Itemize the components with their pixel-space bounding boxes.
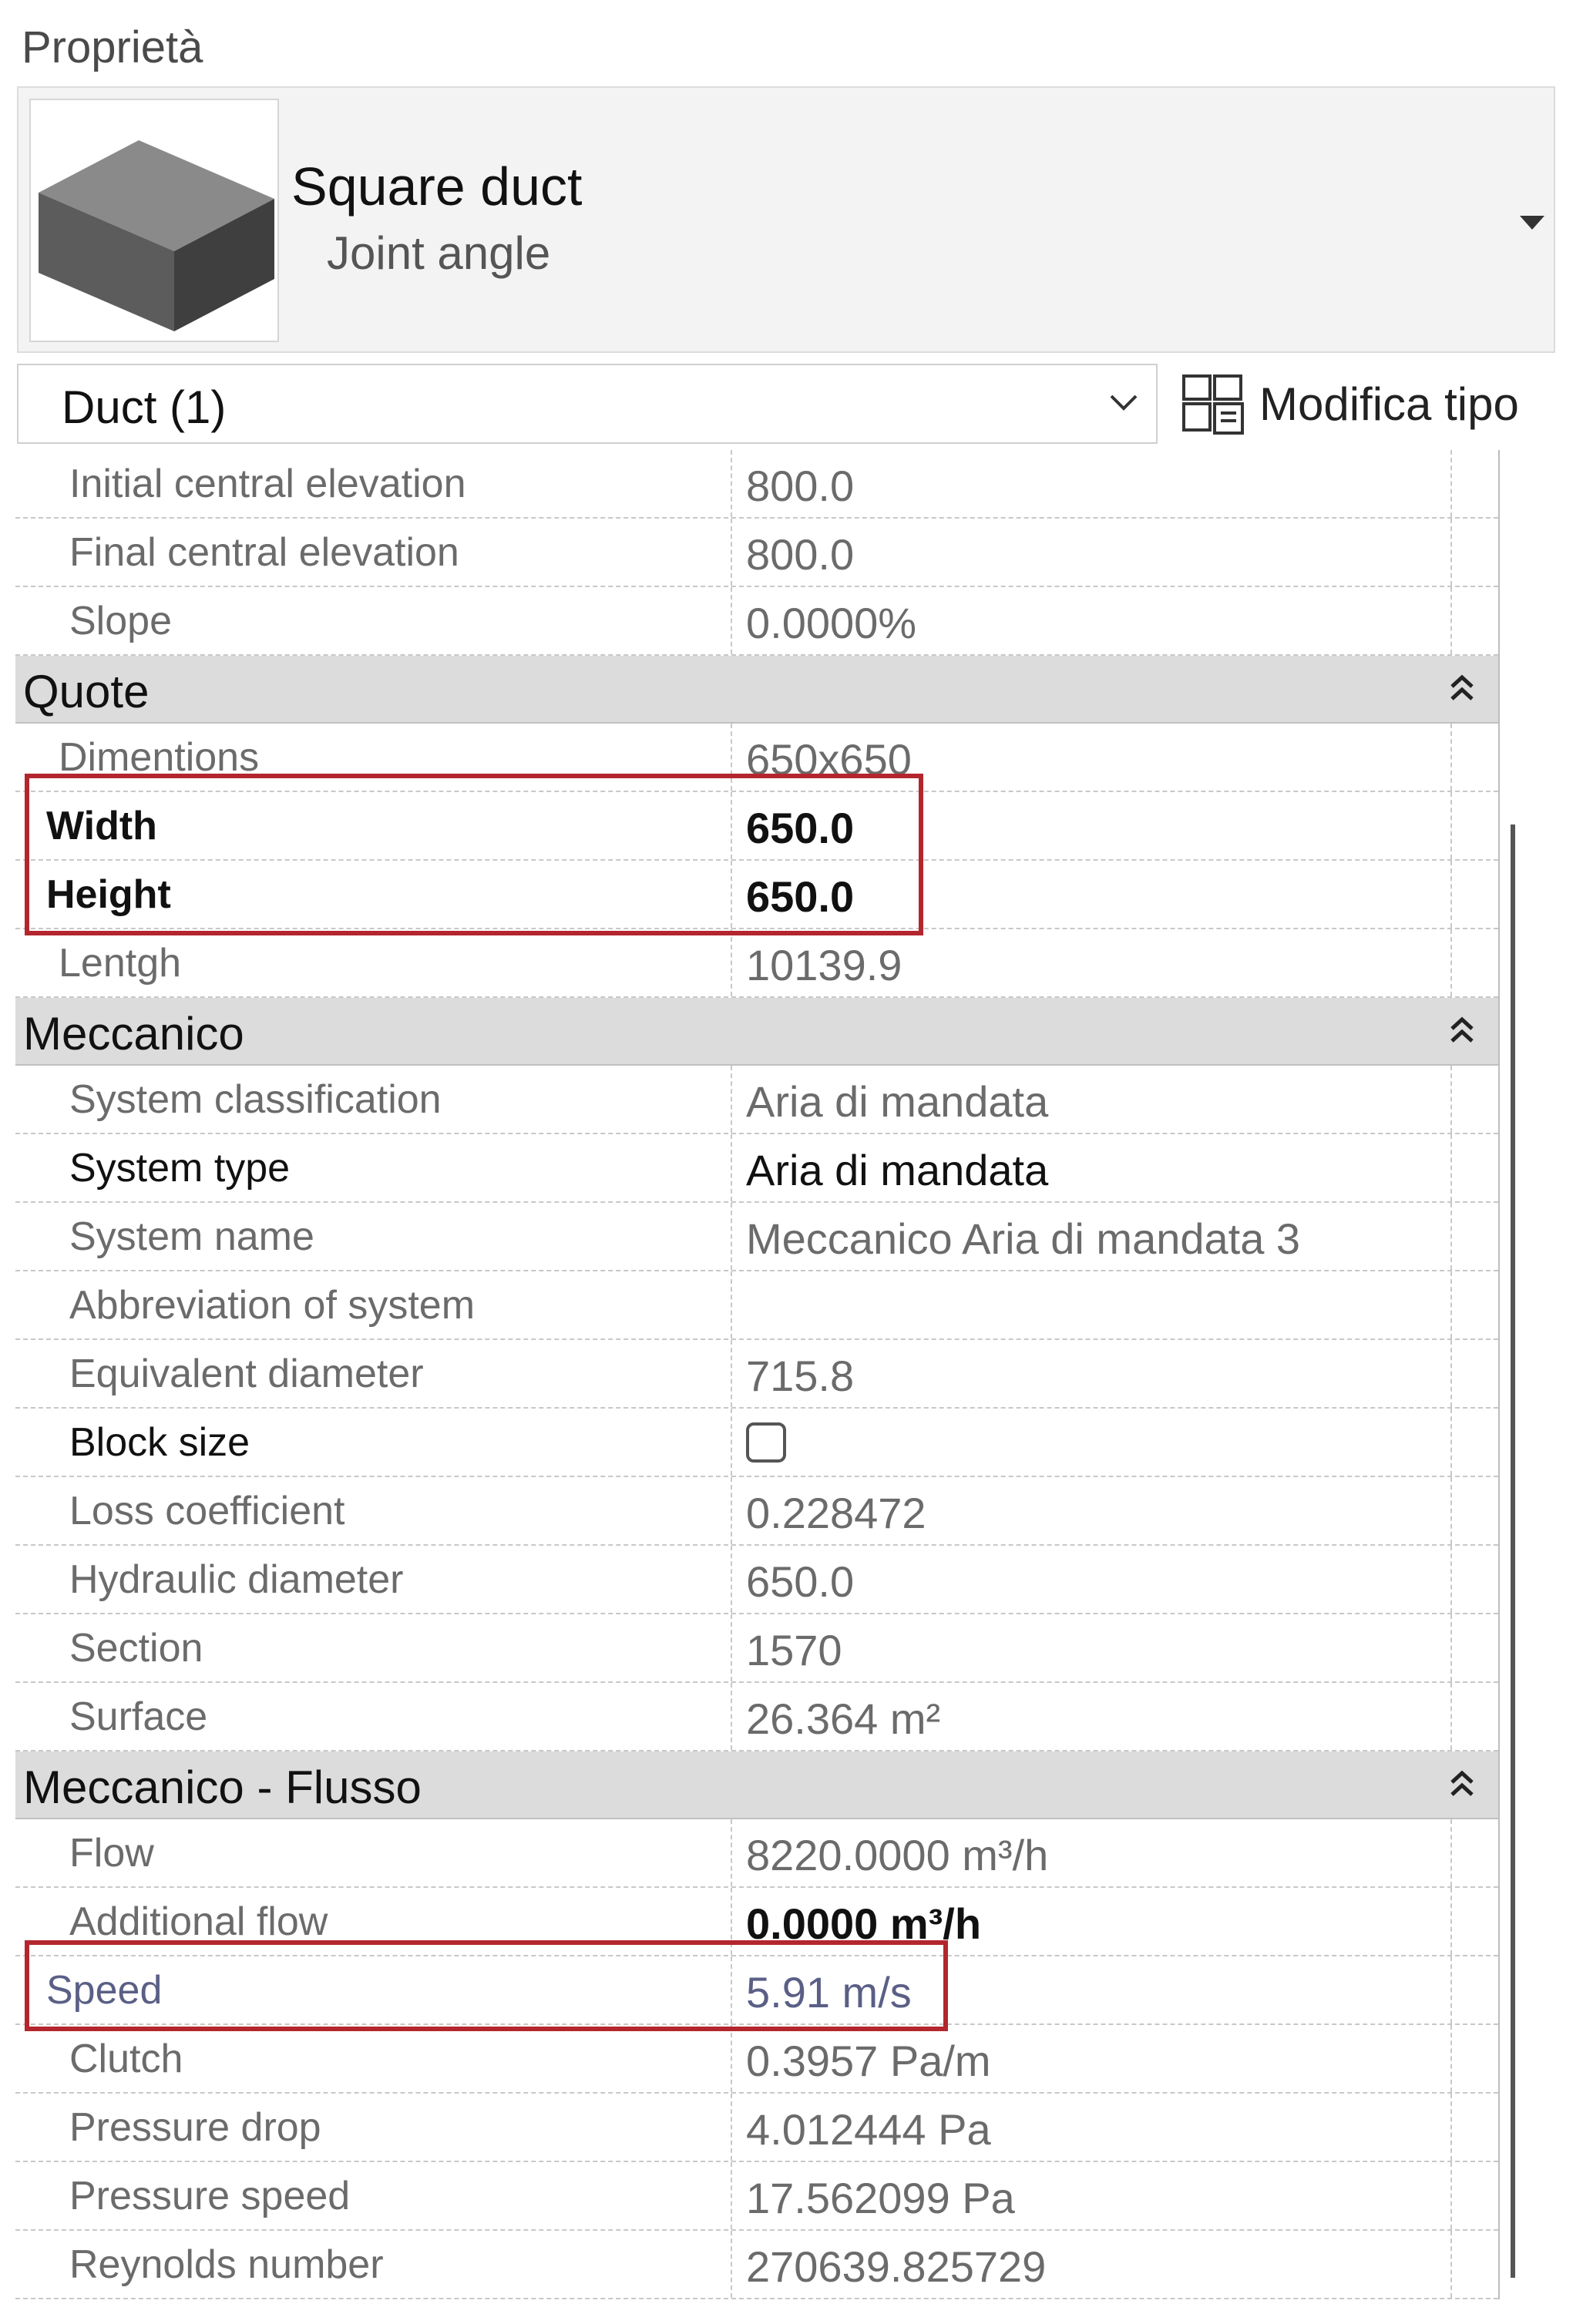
- group-header-quote[interactable]: [15, 656, 1498, 724]
- property-label: System type: [69, 1146, 291, 1191]
- collapse-icon[interactable]: [1447, 1012, 1477, 1050]
- block-size-checkbox[interactable]: [746, 1422, 786, 1463]
- property-row-length[interactable]: [15, 929, 1498, 998]
- collapse-icon[interactable]: [1447, 670, 1477, 708]
- property-label: Surface: [69, 1694, 208, 1739]
- instance-filter-label: Duct (1): [62, 381, 227, 433]
- property-value[interactable]: 10139.9: [746, 941, 902, 989]
- property-row-final-central-elevation[interactable]: [15, 519, 1498, 587]
- edit-type-button[interactable]: [1181, 367, 1519, 441]
- property-label: Initial central elevation: [69, 462, 466, 506]
- property-row-width[interactable]: [15, 792, 1498, 861]
- property-row-clutch[interactable]: [15, 2025, 1498, 2094]
- property-label: Section: [69, 1626, 203, 1671]
- property-value[interactable]: 270639.825729: [746, 2242, 1047, 2291]
- type-subtype: Joint angle: [327, 227, 551, 279]
- property-label: System classification: [69, 1077, 442, 1122]
- property-label: Pressure drop: [69, 2105, 321, 2150]
- property-label: Width: [46, 804, 157, 848]
- property-value[interactable]: 0.0000%: [746, 599, 917, 647]
- group-header-meccanico-flusso[interactable]: [15, 1751, 1498, 1819]
- property-label: System name: [69, 1214, 314, 1259]
- group-header-meccanico[interactable]: [15, 998, 1498, 1066]
- type-dropdown-caret-icon[interactable]: [1520, 216, 1544, 230]
- edit-type-label: Modifica tipo: [1259, 378, 1519, 430]
- property-label: Height: [46, 872, 171, 917]
- property-value[interactable]: 800.0: [746, 462, 855, 510]
- property-value[interactable]: 1570: [746, 1626, 842, 1674]
- property-value[interactable]: 650.0: [746, 804, 855, 852]
- property-value[interactable]: 715.8: [746, 1352, 855, 1400]
- property-value[interactable]: 650.0: [746, 1557, 855, 1606]
- property-row-equivalent-diameter[interactable]: [15, 1340, 1498, 1409]
- property-label: Pressure speed: [69, 2174, 351, 2218]
- property-value[interactable]: Aria di mandata: [746, 1077, 1049, 1126]
- type-name: Square duct: [291, 156, 583, 217]
- group-label: Quote: [23, 666, 150, 717]
- property-value[interactable]: 800.0: [746, 530, 855, 579]
- property-value[interactable]: 26.364 m²: [746, 1694, 941, 1743]
- property-row-loss-coefficient[interactable]: [15, 1477, 1498, 1546]
- property-row-additional-flow[interactable]: [15, 1888, 1498, 1956]
- duct-box-icon: [31, 100, 277, 341]
- property-value[interactable]: Aria di mandata: [746, 1146, 1049, 1194]
- property-label: Abbreviation of system: [69, 1283, 476, 1328]
- property-label: Flow: [69, 1831, 154, 1876]
- property-label: Block size: [69, 1420, 250, 1465]
- property-row-system-classification[interactable]: [15, 1066, 1498, 1134]
- property-row-section[interactable]: [15, 1614, 1498, 1683]
- property-row-reynolds-number[interactable]: [15, 2231, 1498, 2299]
- property-label: Clutch: [69, 2037, 183, 2081]
- chevron-down-icon[interactable]: [1104, 382, 1144, 422]
- property-value[interactable]: 0.0000 m³/h: [746, 1899, 982, 1948]
- property-row-slope[interactable]: [15, 587, 1498, 656]
- property-row-abbreviation-of-system[interactable]: [15, 1271, 1498, 1340]
- property-row-initial-central-elevation[interactable]: [15, 450, 1498, 519]
- property-label: Speed: [46, 1968, 163, 2013]
- property-row-hydraulic-diameter[interactable]: [15, 1546, 1498, 1614]
- property-row-dimentions[interactable]: [15, 724, 1498, 792]
- type-selector[interactable]: [17, 86, 1555, 353]
- property-value[interactable]: 17.562099 Pa: [746, 2174, 1015, 2222]
- property-row-height[interactable]: [15, 861, 1498, 929]
- property-row-system-type[interactable]: [15, 1134, 1498, 1203]
- property-value[interactable]: 650.0: [746, 872, 855, 921]
- property-value[interactable]: 0.3957 Pa/m: [746, 2037, 991, 2085]
- properties-grid: [15, 450, 1498, 2299]
- property-label: Slope: [69, 599, 172, 643]
- property-value[interactable]: 4.012444 Pa: [746, 2105, 991, 2154]
- panel-title: Proprietà: [22, 22, 203, 72]
- property-row-surface[interactable]: [15, 1683, 1498, 1751]
- property-label: Loss coefficient: [69, 1489, 345, 1533]
- instance-filter-dropdown[interactable]: [17, 364, 1158, 444]
- property-value[interactable]: 5.91 m/s: [746, 1968, 912, 2017]
- group-label: Meccanico - Flusso: [23, 1761, 422, 1813]
- property-label: Lentgh: [59, 941, 182, 986]
- property-label: Equivalent diameter: [69, 1352, 424, 1396]
- property-value[interactable]: 650x650: [746, 735, 912, 784]
- vertical-scrollbar[interactable]: [1511, 824, 1515, 2278]
- property-value[interactable]: 8220.0000 m³/h: [746, 1831, 1049, 1879]
- property-label: Dimentions: [59, 735, 260, 780]
- property-label: Final central elevation: [69, 530, 459, 575]
- property-row-system-name[interactable]: [15, 1203, 1498, 1271]
- property-value[interactable]: Meccanico Aria di mandata 3: [746, 1214, 1301, 1263]
- property-row-pressure-drop[interactable]: [15, 2094, 1498, 2162]
- property-label: Reynolds number: [69, 2242, 384, 2287]
- property-label: Additional flow: [69, 1899, 328, 1944]
- property-row-flow[interactable]: [15, 1819, 1498, 1888]
- collapse-icon[interactable]: [1447, 1765, 1477, 1804]
- group-label: Meccanico: [23, 1008, 244, 1060]
- property-row-block-size[interactable]: [15, 1409, 1498, 1477]
- edit-type-icon: [1181, 371, 1245, 436]
- property-row-speed[interactable]: [15, 1956, 1498, 2025]
- property-row-pressure-speed[interactable]: [15, 2162, 1498, 2231]
- duct-preview-image: [29, 99, 279, 342]
- property-label: Hydraulic diameter: [69, 1557, 404, 1602]
- property-value[interactable]: 0.228472: [746, 1489, 926, 1537]
